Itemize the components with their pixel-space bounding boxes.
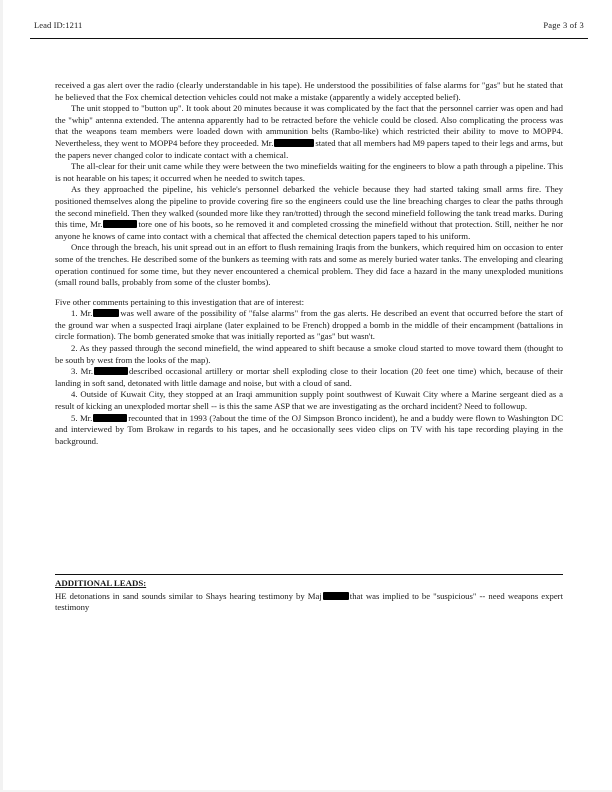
paragraph-spacer <box>55 289 563 297</box>
list-item-4-text: 4. Outside of Kuwait City, they stopped at an Iraqi ammunition supply point southwest of Kuwait City where a Marine sergeant died as a result of kicking an unexploded mortar shell -- is this the same ASP that we are investigating as the orchard incident? Need to followup. <box>55 389 563 412</box>
redaction-bar <box>323 592 349 600</box>
list-item-5-text-a: 5. Mr. <box>71 412 93 423</box>
page-number-label: Page 3 of 3 <box>543 20 584 30</box>
additional-leads-text-b: that was implied to be "suspicious" -- need weapons expert testimony <box>55 590 563 613</box>
list-item <box>55 343 563 366</box>
paragraph-pipeline-text-a: As they approached the pipeline, his vehicle's personnel debarked the vehicle because they had started taking small arms fire. They positioned themselves along the pipeline to provide covering fire so the engineers could use the line breaching charges to clear the paths through the second minefield. Then they walked (sounded more like they ran/trotted) through the second minefield following the tank tread marks. During this time, Mr. <box>55 184 563 230</box>
paragraph-breach: Once through the breach, his unit spread out in an effort to flush remaining Iraqis from the bunkers, which required him on occasion to enter some of the trenches. He described some of the bunkers as teeming with rats and some as merely buried water tanks. The enveloping and clearing operation continued for some time, but they never encountered a chemical problem. They did face a hazard in the many unexploded munitions (small round balls, probably from some of the cluster bombs). <box>55 242 563 288</box>
paragraph-pipeline <box>55 184 563 242</box>
list-item-1-text-a: 1. Mr. <box>71 308 93 319</box>
list-item-2-text: 2. As they passed through the second minefield, the wind appeared to shift because a smoke cloud started to move toward them (thought to be south by west from the looks of the map). <box>55 343 563 365</box>
page-header <box>34 20 584 36</box>
additional-leads-text <box>55 591 563 614</box>
list-item <box>55 389 563 412</box>
page-edge-shadow <box>0 0 3 792</box>
additional-leads-text-a: HE detonations in sand sounds similar to Shays hearing testimony by Maj <box>55 590 322 601</box>
redaction-bar <box>94 367 128 375</box>
list-item-1-text-b: was well aware of the possibility of "false alarms" from the gas alerts. He described an event that occurred before the start of the ground war when a suspected Iraqi airplane (later explained to be French) dropped a bomb in the middle of their encampment (battalions in circle formation). The bomb generated smoke that was initially reported as "gas" but wasn't. <box>55 308 564 342</box>
comments-list <box>55 308 563 447</box>
lead-id-label: Lead ID:1211 <box>34 20 83 30</box>
header-divider <box>30 38 588 39</box>
paragraph-all-clear: The all-clear for their unit came while they were between the two minefields waiting for the engineers to blow a path through a pipeline. This is not hearable on his tapes; it occurred when he needed to switch tapes. <box>55 161 563 183</box>
additional-leads-section <box>55 574 563 614</box>
redaction-bar <box>103 220 137 228</box>
list-item <box>55 366 563 389</box>
list-item-3-text-a: 3. Mr. <box>71 366 93 377</box>
list-item <box>55 308 563 343</box>
paragraph-button-up-text-a: The unit stopped to "button up". It took about 20 minutes because it was complicated by the fact that the personnel carrier was open and had the "whip" antenna extended. The antenna apparently had to be retracted before the vehicle could be closed. Also complicating the process was that the weapons team members were loaded down with ammunition belts (Rambo-like) which restricted their ability to move to MOPP4. Nevertheless, they went to MOPP4 before they proceeded. Mr. <box>55 103 563 148</box>
leads-divider <box>55 574 563 575</box>
paragraph-button-up-text-b: stated that all members had M9 papers taped to their legs and arms, but the papers never changed color to indicate contact with a chemical. <box>55 137 563 160</box>
additional-leads-title: ADDITIONAL LEADS: <box>55 578 147 588</box>
redaction-bar <box>93 309 119 317</box>
paragraph-pipeline-text-b: tore one of his boots, so he removed it and completed crossing the minefield without that protection. Still, neither he nor anyone he knows of came into contact with a chemical that affected the chemical detection papers taped to his uniform. <box>55 219 563 241</box>
paragraph-continued: received a gas alert over the radio (clearly understandable in his tape). He understood the possibilities of false alarms for "gas" but he stated that he believed that the Fox chemical detection vehicles could not make a mistake (apparently a widely accepted belief). <box>55 80 563 102</box>
list-item-5-text-b: recounted that in 1993 (?about the time of the OJ Simpson Bronco incident), he and a buddy were flown to Washington DC and interviewed by Tom Brokaw in regards to his tapes, and he occasionally sees video clips on TV with his tape recording playing in the background. <box>55 412 563 446</box>
redaction-bar <box>274 139 314 147</box>
paragraph-button-up <box>55 103 563 161</box>
paragraph-five-comments-intro: Five other comments pertaining to this investigation that are of interest: <box>55 296 304 307</box>
document-body <box>55 80 563 447</box>
list-item-3-text-b: described occasional artillery or mortar shell exploding close to their location (20 feet one time) which, because of their landing in soft sand, detonated with little damage and noise, but with a cloud of sand. <box>55 366 563 388</box>
redaction-bar <box>93 414 127 422</box>
list-item <box>55 413 563 448</box>
